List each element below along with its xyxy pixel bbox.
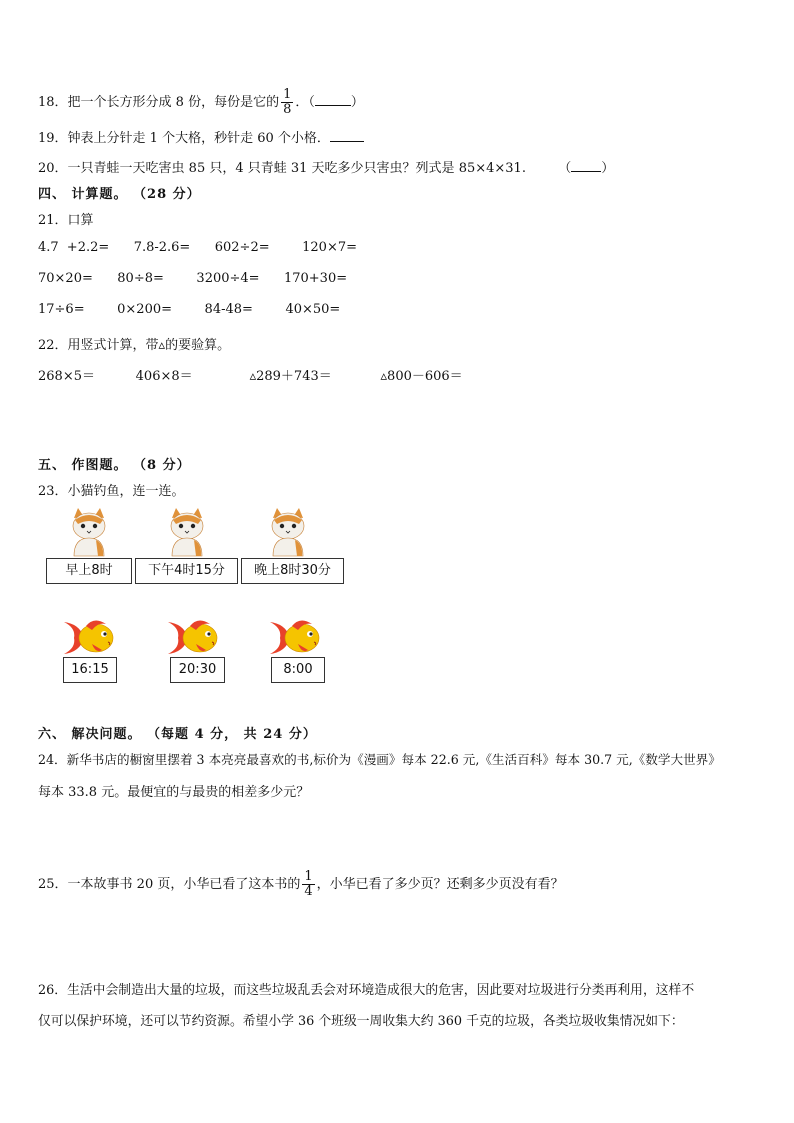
q19-answer-blank[interactable] bbox=[330, 129, 364, 142]
q20-answer-blank[interactable] bbox=[571, 159, 601, 172]
calc-item: 40×50= bbox=[285, 302, 341, 317]
calc-item: 80÷8= bbox=[117, 271, 164, 286]
q21-row-1 bbox=[38, 240, 357, 255]
calc-item: 4.7 +2.2= bbox=[38, 240, 110, 255]
calc-item: 17÷6= bbox=[38, 302, 85, 317]
question-19 bbox=[38, 127, 364, 146]
q18-answer-blank[interactable] bbox=[315, 93, 351, 106]
calc-item: 3200÷4= bbox=[196, 271, 260, 286]
q21-row-3 bbox=[38, 302, 340, 317]
calc-item: 120×7= bbox=[302, 240, 358, 255]
section-5-title: 五、 作图题。 （8 分） bbox=[38, 458, 191, 473]
cat-label-box-3[interactable]: 晚上8时30分 bbox=[241, 558, 344, 584]
calc-item: 0×200= bbox=[117, 302, 173, 317]
calc-item: 170+30= bbox=[283, 271, 348, 286]
calc-item: 406×8＝ bbox=[135, 369, 193, 384]
question-20: 20．一只青蛙一天吃害虫 85 只，4 只青蛙 31 天吃多少只害虫？列式是 85×4×31. （ ） bbox=[38, 161, 615, 176]
question-26-line-2: 仅可以保护环境，还可以节约资源。希望小学 36 个班级一周收集大约 360 千克的垃圾，各类垃圾收集情况如下： bbox=[38, 1014, 684, 1029]
q20-text: 20．一只青蛙一天吃害虫 85 只，4 只青蛙 31 天吃多少只害虫？列式是 85×4×31. bbox=[38, 161, 526, 176]
section-6-title: 六、 解决问题。 （每题 4 分， 共 24 分） bbox=[38, 727, 317, 742]
q18-fraction: $\frac{1}{8}$ bbox=[283, 87, 292, 117]
section-4-title: 四、 计算题。 （28 分） bbox=[38, 187, 201, 202]
question-21-title: 21．口算 bbox=[38, 213, 94, 228]
cat-image-3 bbox=[265, 506, 311, 558]
question-22-title: 22．用竖式计算，带▵的要验算。 bbox=[38, 338, 231, 353]
q18-text: 18．把一个长方形分成 8 份，每份是它的 bbox=[38, 95, 280, 110]
question-26-line-1: 26．生活中会制造出大量的垃圾，而这些垃圾乱丢会对环境造成很大的危害，因此要对垃圾进行分类再利用，这样不 bbox=[38, 983, 695, 998]
calc-item: ▵289＋743＝ bbox=[249, 369, 332, 384]
calc-item: 602÷2= bbox=[214, 240, 270, 255]
question-23-title: 23．小猫钓鱼，连一连。 bbox=[38, 484, 185, 499]
q25-fraction: $\frac{1}{4}$ bbox=[304, 869, 313, 899]
q19-text: 19．钟表上分针走 1 个大格，秒针走 60 个小格． bbox=[38, 131, 330, 146]
cat-image-2 bbox=[164, 506, 210, 558]
question-18: 18．把一个长方形分成 8 份，每份是它的 $\frac{1}{8}$ ．（ ） bbox=[38, 87, 364, 117]
fish-label-box-2[interactable]: 20:30 bbox=[170, 657, 225, 683]
q22-items bbox=[38, 365, 463, 384]
cat-label-box-2[interactable]: 下午4时15分 bbox=[135, 558, 238, 584]
calc-item: 70×20= bbox=[38, 271, 93, 286]
cat-image-1 bbox=[66, 506, 112, 558]
question-24-line-2: 每本 33.8 元。最便宜的与最贵的相差多少元？ bbox=[38, 785, 310, 800]
fish-label-box-3[interactable]: 8:00 bbox=[271, 657, 325, 683]
fish-image-2 bbox=[166, 614, 222, 660]
calc-item: 7.8-2.6= bbox=[133, 240, 191, 255]
calc-item: 84-48= bbox=[204, 302, 253, 317]
q21-row-2 bbox=[38, 271, 347, 286]
question-25: 25．一本故事书 20 页，小华已看了这本书的 $\frac{1}{4}$ ，小华已看了多少页？还剩多少页没有看？ bbox=[38, 869, 564, 899]
q25-text: 25．一本故事书 20 页，小华已看了这本书的 bbox=[38, 877, 301, 892]
cat-label-box-1[interactable]: 早上8时 bbox=[46, 558, 132, 584]
calc-item: ▵800－606＝ bbox=[380, 369, 463, 384]
fish-image-3 bbox=[268, 614, 324, 660]
question-24-line-1: 24．新华书店的橱窗里摆着 3 本亮亮最喜欢的书,标价为《漫画》每本 22.6 元,《生活百科》每本 30.7 元,《数学大世界》 bbox=[38, 752, 721, 767]
fish-label-box-1[interactable]: 16:15 bbox=[63, 657, 117, 683]
calc-item: 268×5＝ bbox=[38, 369, 95, 384]
fish-image-1 bbox=[62, 614, 118, 660]
